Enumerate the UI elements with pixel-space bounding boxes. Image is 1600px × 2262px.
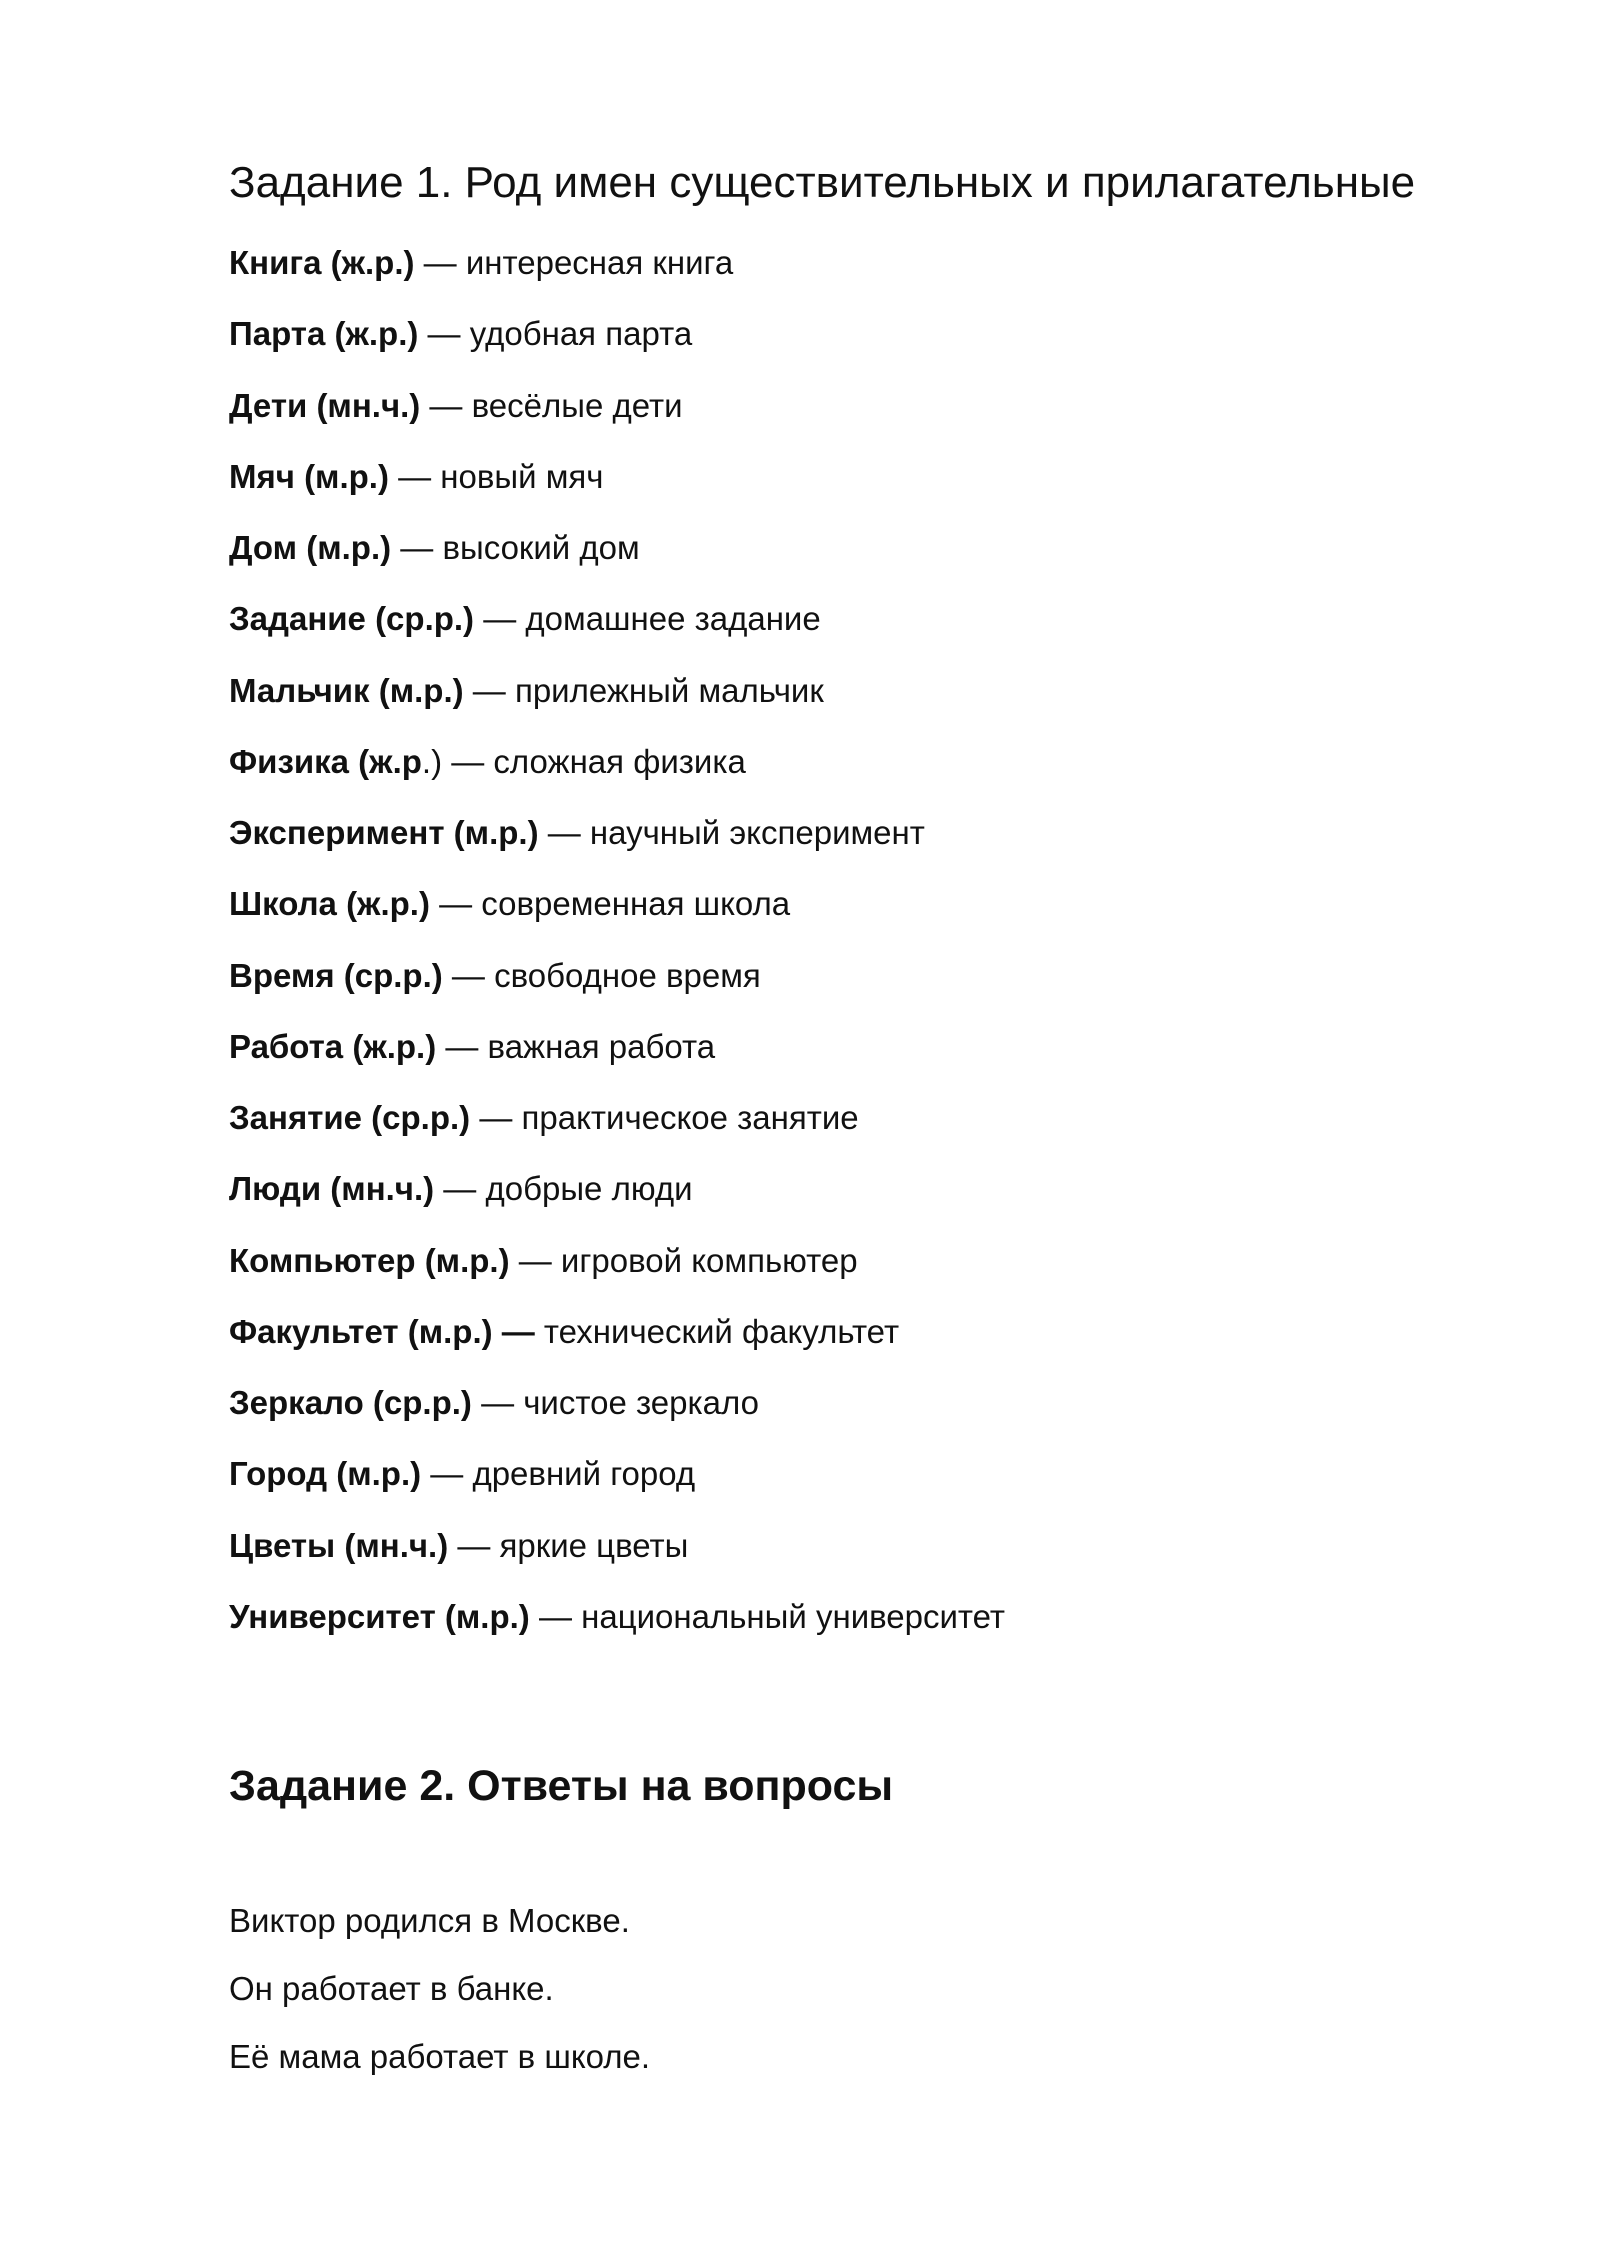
adjective-phrase: — свободное время (442, 956, 761, 994)
noun-with-gender: Дом (м.р.) (229, 529, 392, 566)
noun-with-gender: Компьютер (м.р.) (229, 1241, 510, 1279)
list-item (229, 457, 1005, 528)
noun-with-gender: Мальчик (м.р.) (229, 671, 464, 709)
list-item (229, 1098, 1005, 1169)
answer-line: Он работает в банке. (229, 1970, 554, 2007)
list-item (229, 1241, 1005, 1312)
list-item (229, 314, 1005, 385)
adjective-phrase: — прилежный мальчик (463, 671, 824, 709)
noun-with-gender: Школа (ж.р.) (229, 885, 430, 923)
list-item (229, 742, 1005, 813)
adjective-phrase: — домашнее задание (474, 600, 821, 638)
list-item (229, 671, 1005, 742)
adjective-phrase: — новый мяч (388, 457, 604, 495)
list-item (229, 243, 1005, 314)
noun-with-gender: Цветы (мн.ч.) (229, 1526, 449, 1564)
list-item (229, 528, 1005, 599)
list-item (229, 956, 1005, 1027)
list-item (229, 1454, 1005, 1525)
adjective-phrase: — яркие цветы (448, 1526, 689, 1564)
noun-with-gender: Эксперимент (м.р.) (229, 814, 539, 851)
adjective-phrase: .) — сложная физика (421, 742, 746, 780)
task2-answers (229, 1901, 650, 2105)
adjective-phrase: — чистое зеркало (471, 1384, 759, 1421)
noun-with-gender: Физика (ж.р (229, 742, 422, 780)
noun-with-gender: Город (м.р.) (229, 1455, 422, 1493)
list-item (229, 1312, 1005, 1383)
task2-heading: Задание 2. Ответы на вопросы (229, 1762, 894, 1810)
noun-with-gender: Работа (ж.р.) (229, 1027, 437, 1065)
adjective-phrase: технический факультет (534, 1312, 900, 1350)
adjective-phrase: — интересная книга (414, 244, 734, 281)
task1-list (229, 243, 1005, 1668)
noun-with-gender: Университет (м.р.) (229, 1597, 530, 1635)
task1-heading: Задание 1. Род имен существительных и прилагательные (229, 158, 1416, 207)
list-item (229, 1027, 1005, 1098)
adjective-phrase: — практическое занятие (470, 1099, 859, 1136)
list-item (229, 884, 1005, 955)
adjective-phrase: — национальный университет (529, 1597, 1006, 1635)
answer-line: Виктор родился в Москве. (229, 1902, 630, 1939)
noun-with-gender: Парта (ж.р.) (229, 315, 419, 353)
adjective-phrase: — добрые люди (434, 1170, 693, 1208)
adjective-phrase: — высокий дом (391, 529, 640, 566)
noun-with-gender: Время (ср.р.) (229, 956, 443, 994)
noun-with-gender: Занятие (ср.р.) (229, 1099, 471, 1136)
list-item (229, 813, 1005, 884)
noun-with-gender: Люди (мн.ч.) (229, 1170, 435, 1208)
list-item (229, 1597, 1005, 1668)
adjective-phrase: — важная работа (436, 1027, 716, 1065)
list-item (229, 386, 1005, 457)
answer-line: Её мама работает в школе. (229, 2038, 651, 2075)
list-item (229, 1169, 1005, 1240)
list-item (229, 1383, 1005, 1454)
noun-with-gender: Задание (ср.р.) (229, 600, 475, 638)
noun-with-gender: Факультет (м.р.) — (229, 1312, 535, 1350)
adjective-phrase: — научный эксперимент (538, 814, 925, 851)
adjective-phrase: — современная школа (429, 885, 791, 923)
noun-with-gender: Дети (мн.ч.) (229, 386, 421, 424)
list-item (229, 599, 1005, 670)
noun-with-gender: Мяч (м.р.) (229, 457, 389, 495)
adjective-phrase: — древний город (421, 1455, 696, 1493)
noun-with-gender: Зеркало (ср.р.) (229, 1384, 472, 1421)
adjective-phrase: — весёлые дети (420, 386, 683, 424)
adjective-phrase: — игровой компьютер (509, 1241, 858, 1279)
adjective-phrase: — удобная парта (418, 315, 693, 353)
list-item (229, 1526, 1005, 1597)
noun-with-gender: Книга (ж.р.) (229, 244, 415, 281)
